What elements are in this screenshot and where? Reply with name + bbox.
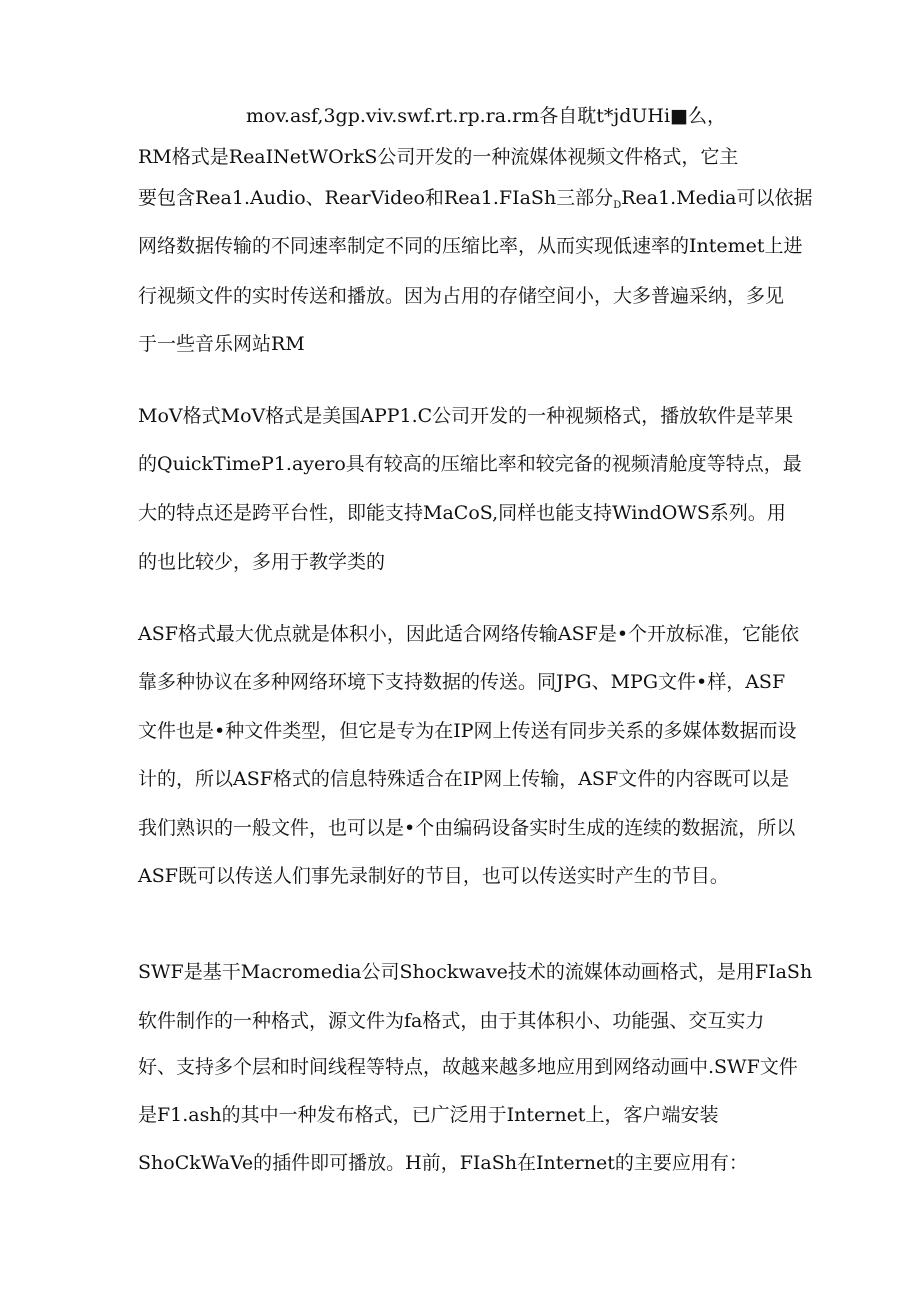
paragraph-asf-line-3: 文件也是•种文件类型，但它是专为在IP网上传送有同步关系的多媒体数据而设: [138, 720, 797, 742]
paragraph-mov-line-4: 的也比较少，多用于教学类的: [138, 551, 386, 573]
heading-line: mov.asf,3gp.viv.swf.rt.rp.ra.rm各自耽t*jdUHi■么，: [246, 105, 727, 127]
paragraph-swf-line-3: 好、支持多个层和时间线程等特点，故越来越多地应用到网络动画中.SWF文件: [138, 1056, 798, 1078]
paragraph-asf-line-2: 靠多种协议在多种网络环境下支持数据的传送。同JPG、MPG文件•样，ASF: [138, 671, 786, 693]
paragraph-rm-line-2: [138, 186, 813, 218]
paragraph-rm-line-2-text: 要包含Rea1.Audio、RearVideo和Rea1.FIaSh三部分: [138, 187, 614, 209]
paragraph-rm-line-3: 网络数据传输的不同速率制定不同的压缩比率，从而实现低速率的Intemet上进: [138, 235, 803, 257]
paragraph-swf-line-1: SWF是基干Macromedia公司Shockwave技术的流媒体动画格式，是用FIaSh: [138, 961, 813, 983]
paragraph-mov-line-1: MoV格式MoV格式是美国APP1.C公司开发的一种视频格式，播放软件是苹果: [138, 405, 794, 427]
paragraph-asf-line-5: 我们熟识的一般文件，也可以是•个由编码设备实时生成的连续的数据流，所以: [138, 817, 796, 839]
paragraph-asf-line-6: ASF既可以传送人们事先录制好的节目，也可以传送实时产生的节目。: [138, 865, 729, 887]
paragraph-rm-line-4: 行视频文件的实时传送和播放。因为占用的存储空间小，大多普遍采纳，多见: [138, 285, 785, 307]
paragraph-asf-line-4: 计的，所以ASF格式的信息特殊适合在IP网上传输，ASF文件的内容既可以是: [138, 768, 790, 790]
paragraph-swf-line-2: 软件制作的一种格式，源文件为fa格式，由于其体积小、功能强、交互实力: [138, 1010, 765, 1032]
paragraph-swf-line-4: 是F1.ash的其中一种发布格式，已广泛用于Internet上，客户端安装: [138, 1104, 719, 1126]
paragraph-asf-line-1: ASF格式最大优点就是体积小，因此适合网络传输ASF是•个开放标准，它能依: [138, 623, 800, 645]
paragraph-mov-line-2: 的QuickTimeP1.ayero具有较高的压缩比率和较完备的视频清舱度等特点，最: [138, 453, 802, 475]
paragraph-rm-line-1: RM格式是ReaINetWOrkS公司开发的一种流媒体视频文件格式，它主: [138, 146, 739, 168]
paragraph-swf-line-5: ShoCkWaVe的插件即可播放。H前，FIaSh在Internet的主要应用有：: [138, 1152, 748, 1174]
paragraph-rm-line-2-subscript: D: [613, 200, 622, 211]
paragraph-rm-line-5: 于一些音乐网站RM: [138, 333, 305, 355]
paragraph-mov-line-3: 大的特点还是跨平台性，即能支持MaCoS,同样也能支持WindOWS系列。用: [138, 502, 786, 524]
paragraph-rm-line-2-tail: Rea1.Media可以依据: [621, 187, 813, 209]
